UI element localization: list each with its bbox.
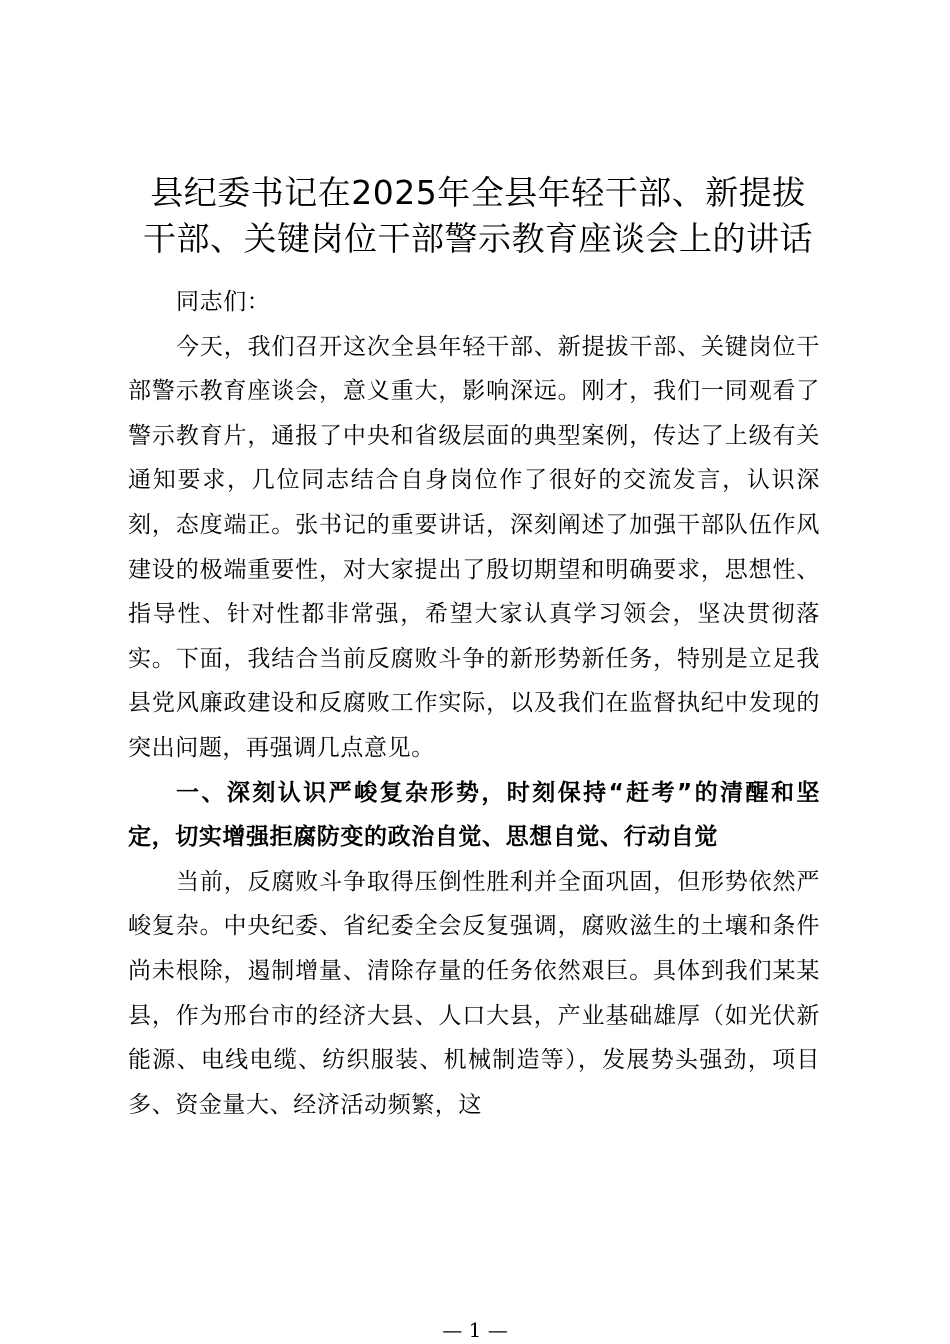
document-body bbox=[128, 280, 820, 1127]
salutation: 同志们： bbox=[176, 289, 271, 315]
page-number: — 1 — bbox=[442, 1318, 508, 1342]
section-1-heading: 一、深刻认识严峻复杂形势，时刻保持“赶考”的清醒和坚定，切实增强拒腐防变的政治自觉、思想自觉、行动自觉 bbox=[128, 779, 820, 851]
document-title bbox=[118, 170, 838, 262]
intro-paragraph: 今天，我们召开这次全县年轻干部、新提拔干部、关键岗位干部警示教育座谈会，意义重大，影响深远。刚才，我们一同观看了警示教育片，通报了中央和省级层面的典型案例，传达了上级有关通知要求，几位同志结合自身岗位作了很好的交流发言，认识深刻，态度端正。张书记的重要讲话，深刻阐述了加强干部队伍作风建设的极端重要性，对大家提出了殷切期望和明确要求，思想性、指导性、针对性都非常强，希望大家认真学习领会，坚决贯彻落实。下面，我结合当前反腐败斗争的新形势新任务，特别是立足我县党风廉政建设和反腐败工作实际，以及我们在监督执纪中发现的突出问题，再强调几点意见。 bbox=[128, 333, 820, 761]
title-line-1: 县纪委书记在2025年全县年轻干部、新提拔 bbox=[150, 173, 806, 212]
title-line-2: 干部、关键岗位干部警示教育座谈会上的讲话 bbox=[143, 219, 813, 258]
section-1-paragraph: 当前，反腐败斗争取得压倒性胜利并全面巩固，但形势依然严峻复杂。中央纪委、省纪委全会反复强调，腐败滋生的土壤和条件尚未根除，遏制增量、清除存量的任务依然艰巨。具体到我们某某县，作为邢台市的经济大县、人口大县，产业基础雄厚（如光伏新能源、电线电缆、纺织服装、机械制造等），发展势头强劲，项目多、资金量大、经济活动频繁，这 bbox=[128, 868, 820, 1118]
